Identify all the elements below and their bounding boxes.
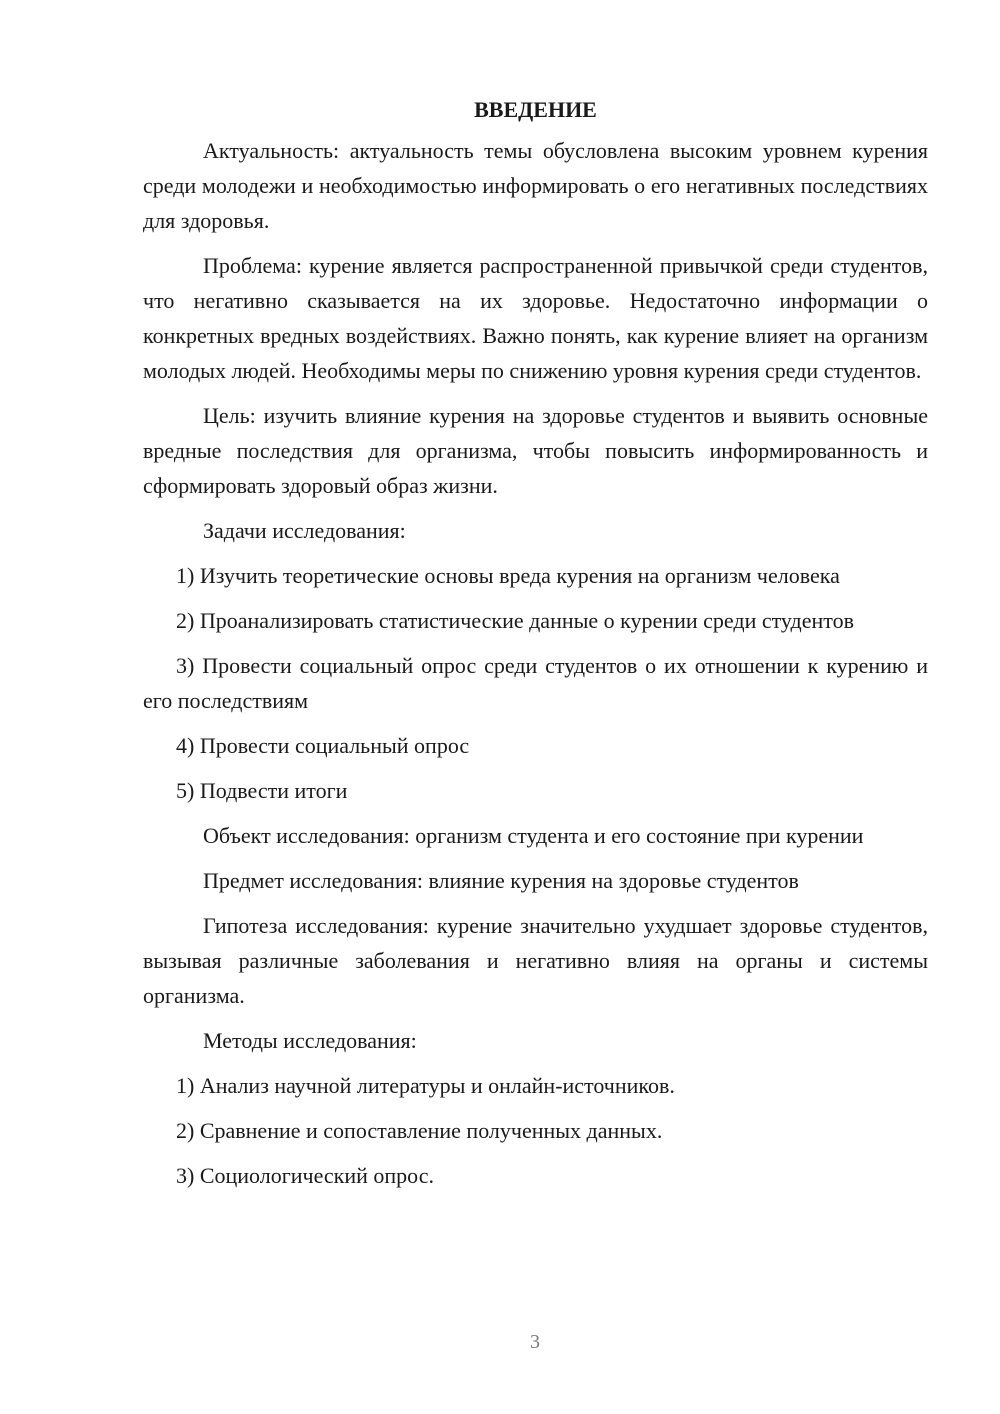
goal-paragraph: Цель: изучить влияние курения на здоровье студентов и выявить основные вредные последствия для организма, чтобы повысить информированность и сформировать здоровый образ жизни.: [143, 403, 928, 498]
method-item: 1) Анализ научной литературы и онлайн-источников.: [176, 1073, 675, 1098]
task-item: 2) Проанализировать статистические данные о курении среди студентов: [176, 608, 854, 633]
object-paragraph: Объект исследования: организм студента и его состояние при курении: [203, 823, 864, 848]
method-item: 3) Социологический опрос.: [176, 1163, 434, 1188]
hypothesis-paragraph: Гипотеза исследования: курение значительно ухудшает здоровье студентов, вызывая различные заболевания и негативно влияя на органы и системы организма.: [143, 913, 928, 1008]
task-item: 4) Провести социальный опрос: [176, 733, 470, 758]
task-item: 1) Изучить теоретические основы вреда курения на организм человека: [176, 563, 840, 588]
page-title: ВВЕДЕНИЕ: [474, 97, 597, 122]
method-item: 2) Сравнение и сопоставление полученных данных.: [176, 1118, 663, 1143]
problem-paragraph: Проблема: курение является распространенной привычкой среди студентов, что негативно сказывается на их здоровье. Недостаточно информации о конкретных вредных воздействиях. Важно понять, как курение влияет на организм молодых людей. Необходимы меры по снижению уровня курения среди студентов.: [143, 253, 928, 383]
relevance-paragraph: Актуальность: актуальность темы обусловлена высоким уровнем курения среди молодежи и необходимостью информировать о его негативных последствиях для здоровья.: [143, 138, 928, 233]
page-number: 3: [530, 1331, 540, 1353]
task-item: 5) Подвести итоги: [176, 778, 348, 803]
subject-paragraph: Предмет исследования: влияние курения на здоровье студентов: [203, 868, 799, 893]
page-content: [143, 92, 928, 1203]
task-item: 3) Провести социальный опрос среди студентов о их отношении к курению и его последствиям: [143, 653, 928, 713]
tasks-heading: Задачи исследования:: [203, 518, 406, 543]
methods-heading: Методы исследования:: [203, 1028, 417, 1053]
